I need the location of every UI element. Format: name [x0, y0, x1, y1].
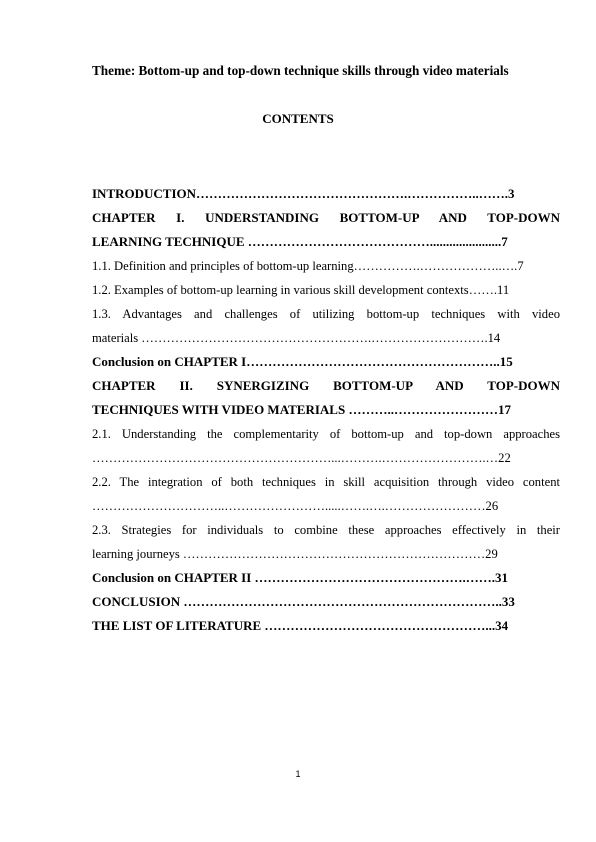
toc-entry-2-1-cont: …………………………………………………...……….…………………….…22 [92, 451, 511, 465]
toc-entry-2-3-cont: learning journeys ………………………………………………………………29 [92, 547, 498, 561]
page-number: 1 [295, 769, 301, 779]
toc-entry-chapter-2: CHAPTER II. SYNERGIZING BOTTOM-UP AND TOP-DOWN [92, 378, 560, 393]
toc-entry-conclusion-ch1: Conclusion on CHAPTER I…………………………………………………..15 [92, 354, 513, 369]
toc-entry-chapter-1-cont: LEARNING TECHNIQUE ……………………………………......................7 [92, 234, 508, 249]
toc-entry-1-3: 1.3. Advantages and challenges of utilizing bottom-up techniques with video [92, 307, 560, 321]
toc-entry-1-3-cont: materials ……………………………………………….……………………….14 [92, 331, 501, 345]
toc-entry-chapter-2-cont: TECHNIQUES WITH VIDEO MATERIALS ………..……………………17 [92, 402, 511, 417]
toc-entry-2-3: 2.3. Strategies for individuals to combine these approaches effectively in their [92, 523, 560, 537]
toc-entry-2-2-cont: …………………………..…………………….....…….….……………………26 [92, 499, 499, 513]
toc-entry-1-2: 1.2. Examples of bottom-up learning in various skill development contexts…….11 [92, 283, 510, 297]
toc-entry-introduction: INTRODUCTION………………………………………….……………..…….3 [92, 186, 515, 201]
toc-entry-literature: THE LIST OF LITERATURE ……………………………………………...34 [92, 618, 509, 633]
contents-title: CONTENTS [262, 111, 334, 126]
toc-entry-1-1: 1.1. Definition and principles of bottom-up learning…………….………………..….7 [92, 259, 524, 273]
toc-entry-chapter-1: CHAPTER I. UNDERSTANDING BOTTOM-UP AND TOP-DOWN [92, 210, 560, 225]
theme-heading: Theme: Bottom-up and top-down technique skills through video materials [92, 63, 509, 78]
toc-entry-2-1: 2.1. Understanding the complementarity of bottom-up and top-down approaches [92, 427, 560, 441]
toc-entry-conclusion: CONCLUSION ………………………………………………………………..33 [92, 594, 515, 609]
toc-entry-2-2: 2.2. The integration of both techniques in skill acquisition through video content [92, 475, 560, 489]
table-of-contents [92, 182, 560, 638]
toc-entry-conclusion-ch2: Conclusion on CHAPTER II ………………………………………….…….31 [92, 570, 509, 585]
